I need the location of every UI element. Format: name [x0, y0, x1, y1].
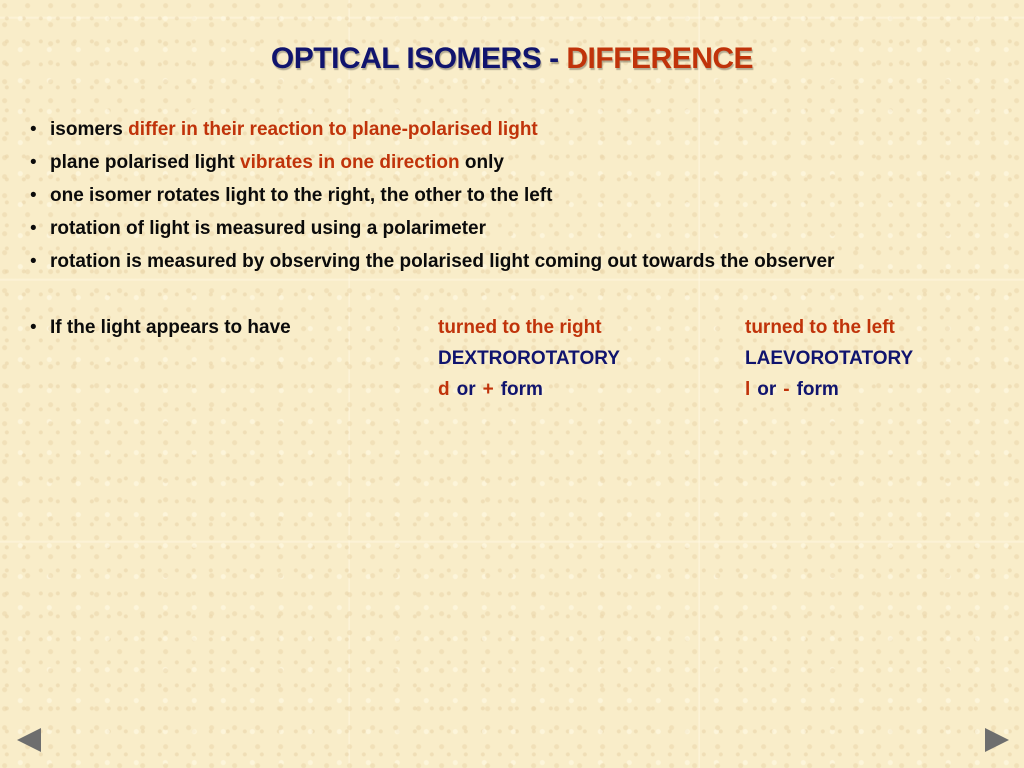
- or-text: or: [456, 379, 476, 400]
- form-text: form: [796, 379, 839, 400]
- minus-sign: -: [783, 379, 790, 400]
- laevorotatory-column: [745, 314, 913, 407]
- right-direction-label: turned to the right: [438, 317, 602, 338]
- bullet-item: [28, 149, 834, 182]
- bullet-item: [28, 182, 834, 215]
- slide-title-accent: DIFFERENCE: [566, 42, 754, 75]
- next-slide-arrow-icon[interactable]: [985, 728, 1009, 752]
- bullet-text: rotation is measured by observing the polarised light coming out towards the observer: [50, 251, 835, 272]
- plus-sign: +: [482, 379, 494, 400]
- slide-title-main: OPTICAL ISOMERS -: [270, 42, 567, 75]
- slide-title: [0, 42, 1024, 76]
- dextrorotatory-label: DEXTROROTATORY: [438, 348, 620, 369]
- bullet-tail: only: [459, 152, 504, 173]
- bullet-highlight: differ in their reaction to plane-polarised light: [128, 119, 538, 140]
- d-symbol: d: [438, 379, 450, 400]
- l-form-label: [745, 376, 913, 407]
- bullet-text: isomers: [50, 119, 129, 140]
- dextrorotatory-column: [438, 314, 620, 407]
- bullet-text: one isomer rotates light to the right, the other to the left: [50, 185, 553, 206]
- laevorotatory-label: LAEVOROTATORY: [745, 348, 914, 369]
- bullet-text: plane polarised light: [50, 152, 241, 173]
- or-text: or: [757, 379, 777, 400]
- form-text: form: [500, 379, 543, 400]
- previous-slide-arrow-icon[interactable]: [17, 728, 41, 752]
- bullet-item: [28, 215, 834, 248]
- left-direction-label: turned to the left: [745, 317, 895, 338]
- bullet-item: [28, 248, 834, 281]
- bullet-list: [28, 116, 834, 281]
- bullet-text: rotation of light is measured using a polarimeter: [50, 218, 487, 239]
- bullet-highlight: vibrates in one direction: [240, 152, 460, 173]
- rotation-comparison: [28, 314, 1008, 414]
- d-form-label: [438, 376, 620, 407]
- light-appearance-bullet: • If the light appears to have: [28, 314, 291, 342]
- l-symbol: l: [745, 379, 751, 400]
- bullet-item: [28, 116, 834, 149]
